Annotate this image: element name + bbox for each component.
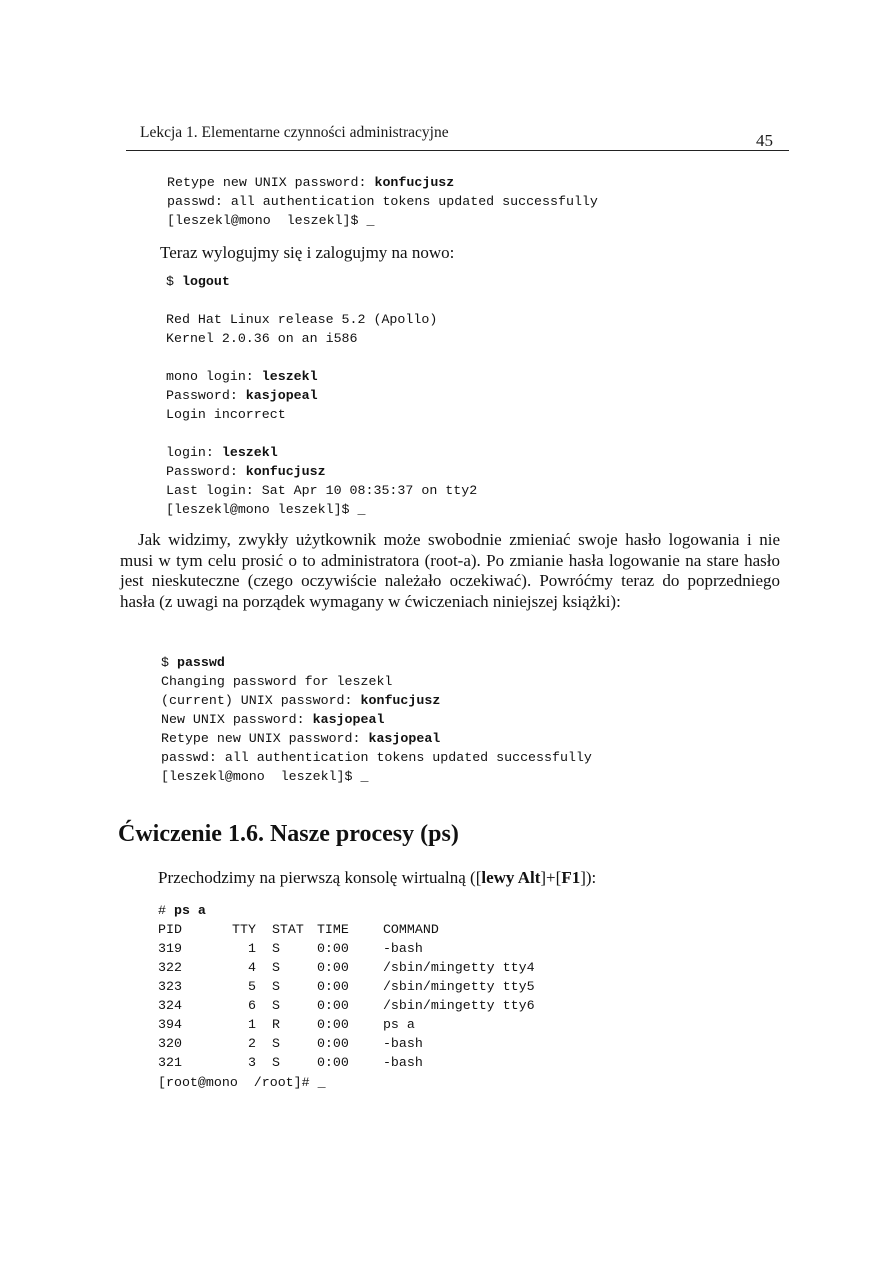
terminal-line xyxy=(166,348,477,367)
cell-pid: 323 xyxy=(158,979,182,994)
terminal-text: New UNIX password: xyxy=(161,712,313,727)
terminal-line xyxy=(166,367,477,386)
cell-stat: S xyxy=(271,1055,280,1070)
terminal-input: passwd xyxy=(176,655,225,670)
terminal-line xyxy=(161,691,592,710)
cell-time: 0:00 xyxy=(316,1055,349,1070)
table-row xyxy=(158,958,535,977)
terminal-block-retype xyxy=(167,173,598,230)
process-table xyxy=(158,920,535,1072)
terminal-line xyxy=(166,329,477,348)
terminal-line xyxy=(167,173,598,192)
header-rule xyxy=(126,150,789,151)
cell-tty: 2 xyxy=(247,1036,256,1051)
cell-command: -bash xyxy=(382,1036,423,1051)
cell-tty: 3 xyxy=(247,1055,256,1070)
terminal-text: [leszekl@mono leszekl]$ _ xyxy=(166,502,366,517)
cell-time: 0:00 xyxy=(316,960,349,975)
terminal-input: konfucjusz xyxy=(374,175,455,190)
terminal-line xyxy=(161,710,592,729)
cell-pid: 324 xyxy=(158,998,182,1013)
cell-stat: S xyxy=(271,1036,280,1051)
header-time: TIME xyxy=(316,922,349,937)
cell-time: 0:00 xyxy=(316,1017,349,1032)
section-title: Ćwiczenie 1.6. Nasze procesy (ps) xyxy=(118,821,459,847)
table-row xyxy=(158,996,535,1015)
table-row xyxy=(158,1034,535,1053)
running-header: Lekcja 1. Elementarne czynności administracyjne xyxy=(140,124,449,141)
table-row xyxy=(158,977,535,996)
table-row xyxy=(158,1053,535,1072)
terminal-text: passwd: all authentication tokens updated successfully xyxy=(167,194,598,209)
cell-command: /sbin/mingetty tty6 xyxy=(382,998,535,1013)
terminal-text: login: xyxy=(166,445,222,460)
cell-time: 0:00 xyxy=(316,979,349,994)
terminal-line xyxy=(161,729,592,748)
final-prompt: [root@mono /root]# _ xyxy=(158,1075,326,1090)
terminal-text: $ xyxy=(161,655,177,670)
terminal-line xyxy=(167,211,598,230)
cell-command: -bash xyxy=(382,1055,423,1070)
terminal-line xyxy=(166,386,477,405)
cell-stat: S xyxy=(271,998,280,1013)
cell-pid: 321 xyxy=(158,1055,182,1070)
cell-tty: 5 xyxy=(247,979,256,994)
cell-tty: 1 xyxy=(247,941,256,956)
cell-stat: S xyxy=(271,941,280,956)
paragraph-logout-intro: Teraz wylogujmy się i zalogujmy na nowo: xyxy=(160,243,455,262)
cell-stat: R xyxy=(271,1017,280,1032)
ps-command: ps a xyxy=(173,903,206,918)
p3-middle: ]+[ xyxy=(540,868,562,887)
terminal-text: Changing password for leszekl xyxy=(161,674,393,689)
terminal-line xyxy=(161,767,592,786)
cell-pid: 394 xyxy=(158,1017,182,1032)
ps-command-line xyxy=(158,901,206,920)
terminal-input: kasjopeal xyxy=(245,388,318,403)
page-number: 45 xyxy=(756,131,773,150)
terminal-line xyxy=(166,462,477,481)
header-stat: STAT xyxy=(271,922,304,937)
cell-command: /sbin/mingetty tty4 xyxy=(382,960,535,975)
cell-command: /sbin/mingetty tty5 xyxy=(382,979,535,994)
terminal-line xyxy=(166,272,477,291)
cell-time: 0:00 xyxy=(316,941,349,956)
terminal-text: (current) UNIX password: xyxy=(161,693,361,708)
cell-command: ps a xyxy=(382,1017,415,1032)
terminal-line xyxy=(166,310,477,329)
terminal-input: konfucjusz xyxy=(245,464,326,479)
terminal-text: Retype new UNIX password: xyxy=(161,731,369,746)
cell-pid: 322 xyxy=(158,960,182,975)
terminal-text: [leszekl@mono leszekl]$ _ xyxy=(161,769,369,784)
terminal-line xyxy=(161,672,592,691)
terminal-line xyxy=(166,500,477,519)
cell-command: -bash xyxy=(382,941,423,956)
terminal-line xyxy=(161,653,592,672)
terminal-line xyxy=(166,424,477,443)
terminal-input: leszekl xyxy=(221,445,278,460)
process-table-header xyxy=(158,920,535,939)
cell-pid: 319 xyxy=(158,941,182,956)
terminal-line xyxy=(167,192,598,211)
terminal-line xyxy=(166,405,477,424)
cell-pid: 320 xyxy=(158,1036,182,1051)
terminal-text: passwd: all authentication tokens updated successfully xyxy=(161,750,592,765)
cell-tty: 1 xyxy=(247,1017,256,1032)
table-row xyxy=(158,1015,535,1034)
paragraph-password-change: Jak widzimy, zwykły użytkownik może swobodnie zmieniać swoje hasło logowania i nie musi w tym celu prosić o to administratora (root-a). Po zmianie hasła logowanie na stare hasło jest nieskuteczne (czego oczywiście należało oczekiwać). Powróćmy teraz do poprzedniego hasła (z uwagi na porządek wymagany w ćwiczeniach niniejszej książki): xyxy=(120,530,780,611)
terminal-line xyxy=(161,748,592,767)
cell-stat: S xyxy=(271,979,280,994)
terminal-input: logout xyxy=(181,274,230,289)
terminal-text: Kernel 2.0.36 on an i586 xyxy=(166,331,358,346)
p3-before: Przechodzimy na pierwszą konsolę wirtualną ([ xyxy=(158,868,482,887)
cell-tty: 4 xyxy=(247,960,256,975)
root-prompt: # xyxy=(158,903,174,918)
p3-after: ]): xyxy=(580,868,597,887)
terminal-text: Password: xyxy=(166,388,246,403)
cell-time: 0:00 xyxy=(316,998,349,1013)
cell-stat: S xyxy=(271,960,280,975)
terminal-input: kasjopeal xyxy=(368,731,441,746)
table-row xyxy=(158,939,535,958)
terminal-text: Red Hat Linux release 5.2 (Apollo) xyxy=(166,312,438,327)
header-command: COMMAND xyxy=(382,922,439,937)
terminal-block-login xyxy=(166,272,477,519)
terminal-text: Password: xyxy=(166,464,246,479)
terminal-input: konfucjusz xyxy=(360,693,441,708)
terminal-text: $ xyxy=(166,274,182,289)
terminal-block-passwd xyxy=(161,653,592,786)
terminal-line xyxy=(166,291,477,310)
terminal-text: Last login: Sat Apr 10 08:35:37 on tty2 xyxy=(166,483,478,498)
header-pid: PID xyxy=(158,922,182,937)
terminal-text: Retype new UNIX password: xyxy=(167,175,375,190)
key-f1: F1 xyxy=(561,868,581,887)
header-tty: TTY xyxy=(232,922,256,937)
terminal-line xyxy=(166,443,477,462)
cell-time: 0:00 xyxy=(316,1036,349,1051)
terminal-text: mono login: xyxy=(166,369,262,384)
terminal-text: [leszekl@mono leszekl]$ _ xyxy=(167,213,375,228)
paragraph-console-switch xyxy=(158,868,778,889)
terminal-text: Login incorrect xyxy=(166,407,286,422)
terminal-input: leszekl xyxy=(261,369,318,384)
terminal-line xyxy=(166,481,477,500)
terminal-input: kasjopeal xyxy=(312,712,385,727)
key-left-alt: lewy Alt xyxy=(481,868,541,887)
cell-tty: 6 xyxy=(247,998,256,1013)
